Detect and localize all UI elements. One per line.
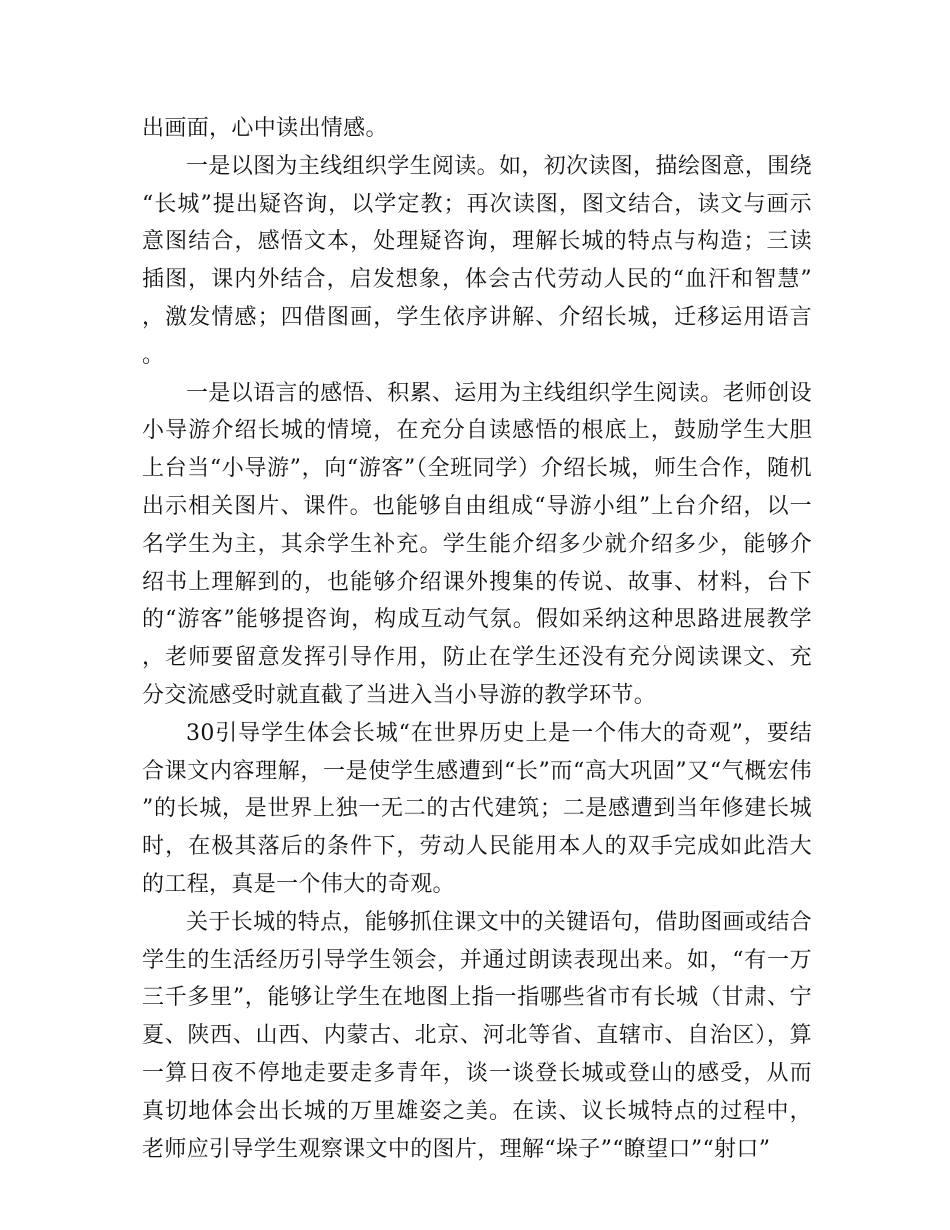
paragraph-language-reading: 一是以语言的感悟、积累、运用为主线组织学生阅读。老师创设小导游介绍长城的情境，在充分自读感悟的根底上，鼓励学生大胆上台当“小导游”，向“游客”（全班同学）介绍长城，师生合作，随机出示相关图片、课件。也能够自由组成“导游小组”上台介绍，以一名学生为主，其余学生补充。学生能介绍多少就介绍多少，能够介绍书上理解到的，也能够介绍课外搜集的传说、故事、材料，台下的“游客”能够提咨询，构成互动气氛。假如采纳这种思路进展教学，老师要留意发挥引导作用，防止在学生还没有充分阅读课文、充分交流感受时就直截了当进入当小导游的教学环节。 bbox=[142, 380, 812, 708]
paragraph-wall-features: 关于长城的特点，能够抓住课文中的关键语句，借助图画或结合学生的生活经历引导学生领会，并通过朗读表现出来。如，“有一万三千多里”，能够让学生在地图上指一指哪些省市有长城（甘肃、宁夏、陕西、山西、内蒙古、北京、河北等省、直辖市、自治区），算一算日夜不停地走要走多青年，谈一谈登长城或登山的感受，从而真切地体会出长城的万里雄姿之美。在读、议长城特点的过程中，老师应引导学生观察课文中的图片，理解“垛子”“瞭望口”“射口” bbox=[142, 909, 812, 1162]
paragraph-continued: 出画面，心中读出情感。 bbox=[142, 116, 388, 141]
document-body bbox=[142, 110, 812, 1168]
paragraph-picture-reading: 一是以图为主线组织学生阅读。如，初次读图，描绘图意，围绕“长城”提出疑咨询，以学定教；再次读图，图文结合，读文与画示意图结合，感悟文本，处理疑咨询，理解长城的特点与构造；三读插图，课内外结合，启发想象，体会古代劳动人民的“血汗和智慧”，激发情感；四借图画，学生依序讲解、介绍长城，迁移运用语言。 bbox=[142, 153, 812, 368]
paragraph-great-wonder: 30引导学生体会长城“在世界历史上是一个伟大的奇观”，要结合课文内容理解，一是使学生感遭到“长”而“高大巩固”又“气概宏伟”的长城，是世界上独一无二的古代建筑；二是感遭到当年修建长城时，在极其落后的条件下，劳动人民能用本人的双手完成如此浩大的工程，真是一个伟大的奇观。 bbox=[142, 720, 812, 897]
